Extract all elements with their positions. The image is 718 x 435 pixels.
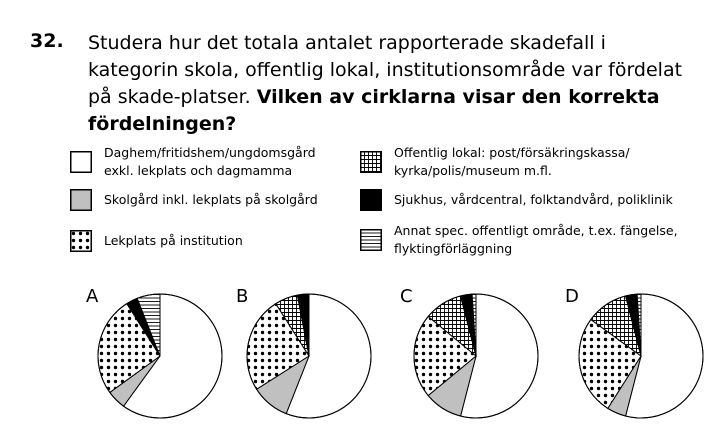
pie-label-b[interactable]: B [236, 286, 249, 307]
legend-label-line1: Offentlig lokal: post/försäkringskassa/ [394, 145, 630, 160]
legend-label-line2: flyktingförläggning [394, 241, 513, 256]
legend-label-line1: Lekplats på institution [104, 233, 243, 248]
legend-label-line1: Annat spec. offentligt område, t.ex. fängelse, [394, 223, 678, 238]
pie-label-d[interactable]: D [565, 286, 579, 307]
question-number: 32. [30, 30, 64, 52]
question-body: Studera hur det totala antalet rapporterade skadefall i kategorin skola, offentlig lokal, institutionsområde var fördelat på skade-platser. [88, 32, 683, 108]
legend-label-line1: Sjukhus, vårdcentral, folktandvård, poliklinik [394, 192, 673, 207]
question-prompt: Vilken av cirklarna visar den korrekta fördelningen? [88, 86, 660, 135]
legend-label-line2: kyrka/polis/museum m.fl. [394, 163, 552, 178]
pie-label-a[interactable]: A [86, 286, 99, 307]
legend-label-line2: exkl. lekplats och dagmamma [104, 163, 293, 178]
legend-label-line1: Skolgård inkl. lekplats på skolgård [104, 192, 318, 207]
legend-label-line1: Daghem/fritidshem/ungdomsgård [104, 145, 316, 160]
pie-label-c[interactable]: C [400, 286, 413, 307]
